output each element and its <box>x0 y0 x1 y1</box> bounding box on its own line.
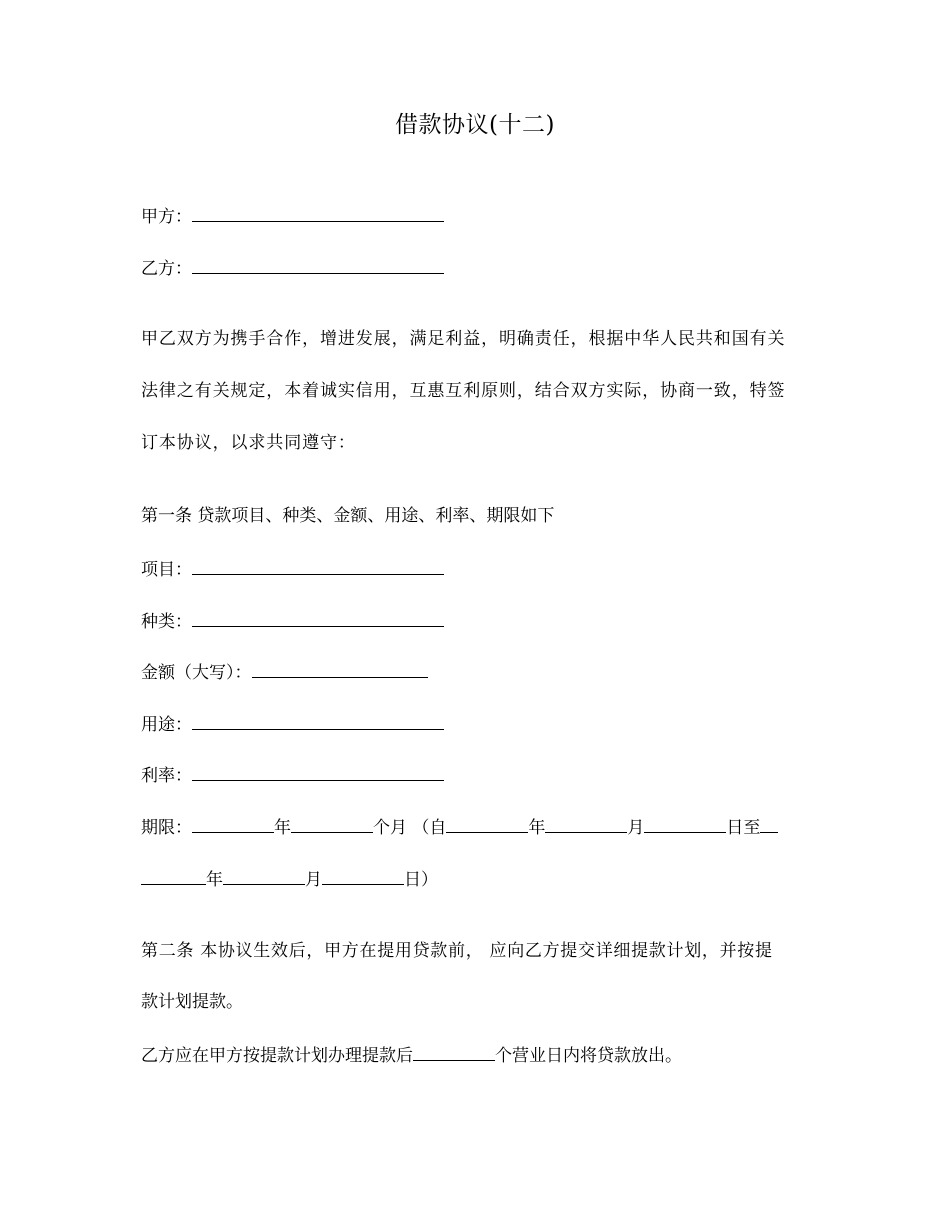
to-year-blank-end <box>141 866 206 885</box>
project-label: 项目： <box>141 560 192 580</box>
to-year-blank-start <box>760 814 778 833</box>
type-line <box>141 608 444 634</box>
document-title: 借款协议(十二) <box>395 112 555 138</box>
disbursement-before-text: 乙方应在甲方按提款计划办理提款后 <box>141 1046 413 1066</box>
business-days-blank <box>413 1042 495 1061</box>
to-month-text: 月 <box>305 870 322 890</box>
type-label: 种类： <box>141 612 192 632</box>
amount-label: 金额（大写）： <box>141 663 252 683</box>
party-a-label: 甲方： <box>141 207 192 227</box>
term-line-2 <box>141 866 438 892</box>
use-label: 用途： <box>141 715 192 735</box>
party-a-line <box>141 203 444 229</box>
term-year-text: 年 <box>274 818 291 838</box>
amount-line <box>141 659 428 685</box>
from-year-blank <box>446 814 528 833</box>
to-month-blank <box>223 866 305 885</box>
project-line <box>141 556 444 582</box>
amount-blank <box>252 659 428 678</box>
term-months-blank <box>291 814 373 833</box>
article-1-heading: 第一条 贷款项目、种类、金额、用途、利率、期限如下 <box>141 506 555 526</box>
article-2-line-2: 款计划提款。 <box>141 992 243 1012</box>
from-month-blank <box>545 814 627 833</box>
rate-blank <box>192 762 444 781</box>
intro-line-1: 甲乙双方为携手合作，增进发展，满足利益，明确责任，根据中华人民共和国有关 <box>141 329 786 349</box>
project-blank <box>192 556 444 575</box>
use-blank <box>192 711 444 730</box>
use-line <box>141 711 444 737</box>
disbursement-after-text: 个营业日内将贷款放出。 <box>495 1046 682 1066</box>
term-years-blank <box>192 814 274 833</box>
term-month-count-text: 个月 （自 <box>373 818 447 838</box>
party-b-label: 乙方： <box>141 259 192 279</box>
to-day-end-text: 日） <box>404 870 438 890</box>
from-month-text: 月 <box>627 818 645 838</box>
intro-line-2: 法律之有关规定，本着诚实信用，互惠互利原则，结合双方实际，协商一致，特签 <box>141 381 786 401</box>
from-year-text: 年 <box>528 818 546 838</box>
to-year-text: 年 <box>206 870 223 890</box>
type-blank <box>192 608 444 627</box>
term-line <box>141 814 778 840</box>
article-2-line-3 <box>141 1042 682 1068</box>
article-2-line-1: 第二条 本协议生效后，甲方在提用贷款前， 应向乙方提交详细提款计划，并按提 <box>141 941 773 961</box>
rate-label: 利率： <box>141 766 192 786</box>
party-a-blank <box>192 203 444 222</box>
intro-line-3: 订本协议，以求共同遵守： <box>141 433 356 453</box>
party-b-blank <box>192 255 444 274</box>
from-day-blank <box>644 814 726 833</box>
to-day-blank <box>322 866 404 885</box>
term-label: 期限： <box>141 818 192 838</box>
from-day-to-text: 日至 <box>726 818 761 838</box>
rate-line <box>141 762 444 788</box>
party-b-line <box>141 255 444 281</box>
